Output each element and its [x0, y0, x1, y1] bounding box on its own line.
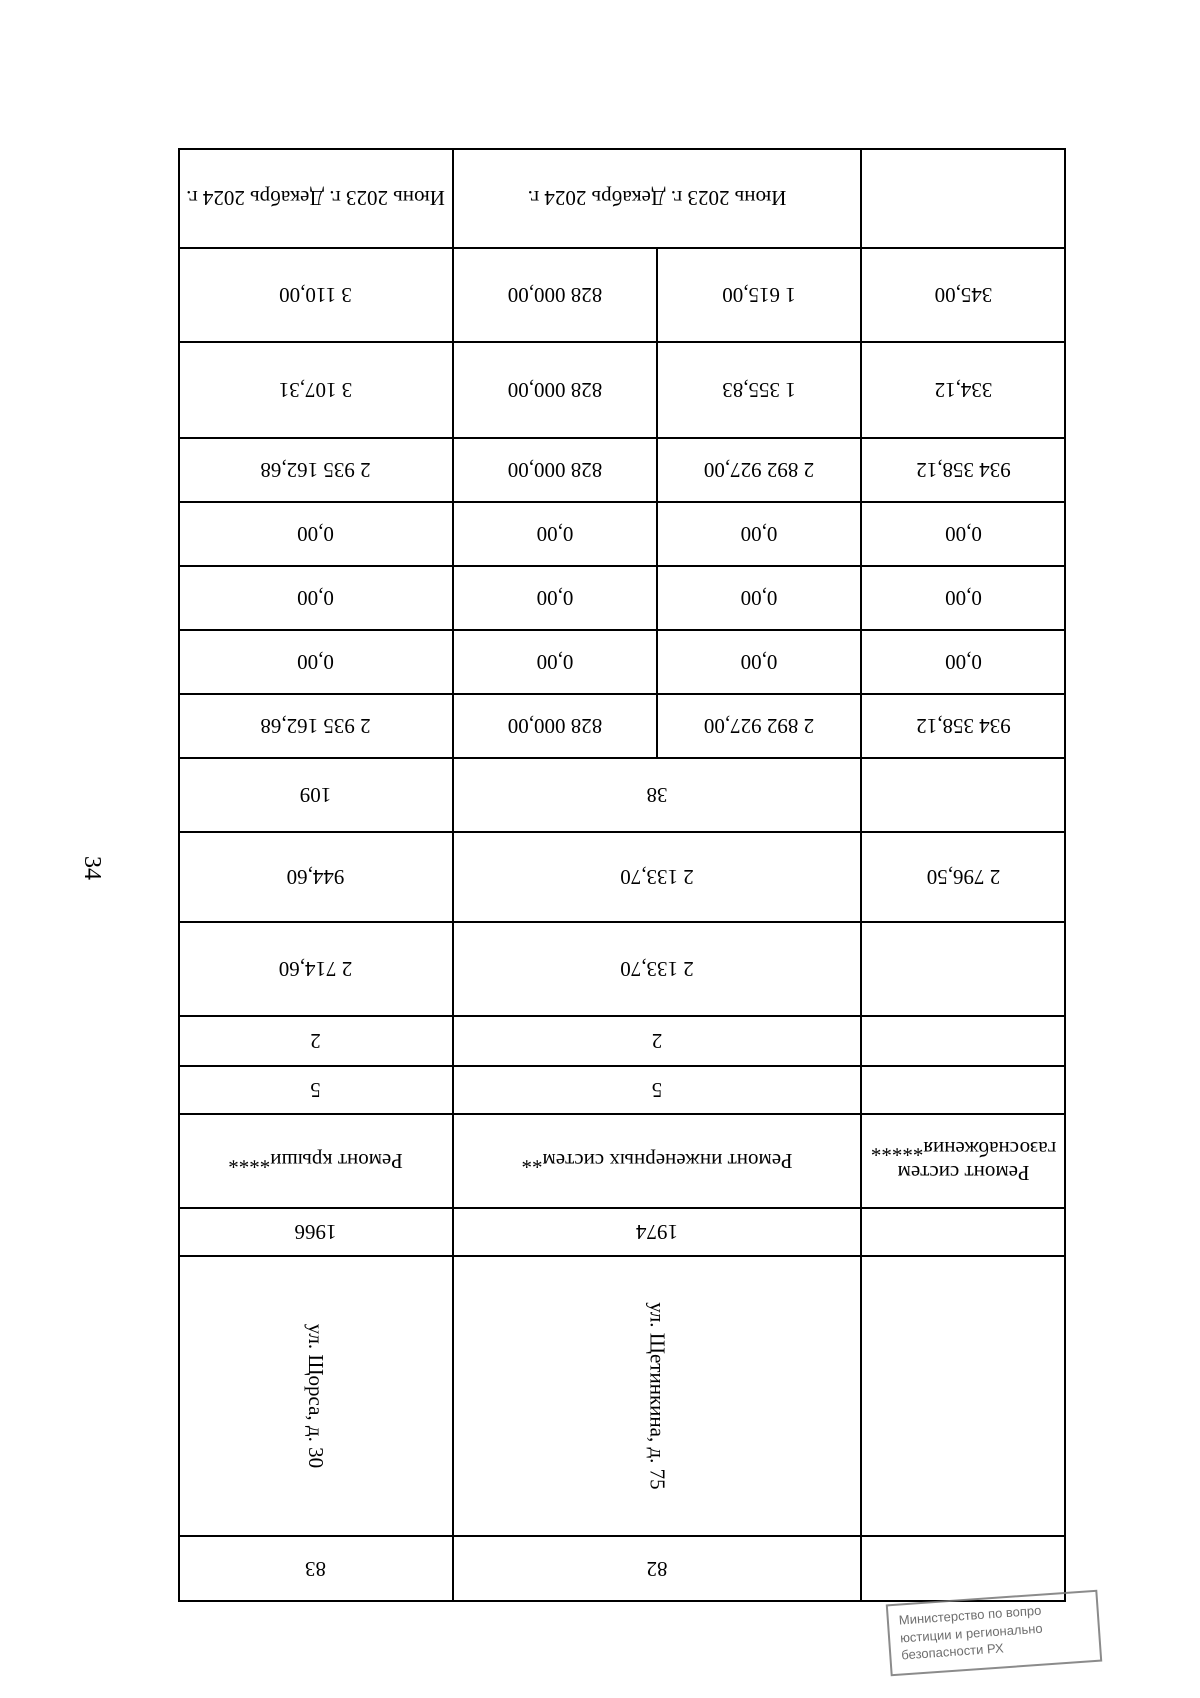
cell-num-82-empty	[861, 1536, 1066, 1602]
cell-limit-1: 828 000,00	[453, 694, 657, 758]
cell-own-82: 2 892 927,00	[657, 438, 861, 502]
cell-max-83: 3 110,00	[178, 248, 453, 342]
cell-work-83: Ремонт крыши****	[178, 1114, 453, 1208]
cell-period-empty	[861, 148, 1066, 248]
cell-fb-82b: 0,00	[861, 566, 1066, 630]
cell-fb-mid: 0,00	[453, 566, 657, 630]
registry-table	[178, 148, 1066, 1602]
cell-year-83: 1966	[178, 1208, 453, 1256]
cell-fa-83: 0,00	[178, 630, 453, 694]
cell-res-82: 38	[453, 758, 861, 832]
cell-own-83: 2 935 162,68	[178, 438, 453, 502]
cell-res-empty	[861, 758, 1066, 832]
cell-work-82b: Ремонт систем газоснабжения*****	[861, 1114, 1066, 1208]
cell-area-82: 2 133,70	[453, 922, 861, 1016]
cell-work-82a: Ремонт инженерных систем**	[453, 1114, 861, 1208]
cell-num-83: 83	[178, 1536, 453, 1602]
cell-address-empty	[861, 1256, 1066, 1536]
cell-living-82: 2 133,70	[453, 832, 861, 922]
cell-area-83: 2 714,60	[178, 922, 453, 1016]
cell-entr-empty	[861, 1016, 1066, 1066]
cell-fc-82b: 0,00	[861, 502, 1066, 566]
cell-period-82: Июнь 2023 г. Декабрь 2024 г.	[453, 148, 861, 248]
cell-res-83: 109	[178, 758, 453, 832]
cell-fa-mid: 0,00	[453, 630, 657, 694]
page-number: 34	[79, 856, 106, 880]
cell-fc-mid: 0,00	[453, 502, 657, 566]
cell-address-83: ул. Щорса, д. 30	[178, 1256, 453, 1536]
cell-limit-2: 828 000,00	[453, 438, 657, 502]
cell-cost-83: 2 935 162,68	[178, 694, 453, 758]
cell-period-83: Июнь 2023 г. Декабрь 2024 г.	[178, 148, 453, 248]
cell-fb-82: 0,00	[657, 566, 861, 630]
cell-entr-82: 2	[453, 1016, 861, 1066]
cell-year-82: 1974	[453, 1208, 861, 1256]
cell-fc-82: 0,00	[657, 502, 861, 566]
cell-area-empty	[861, 922, 1066, 1016]
cell-fa-82: 0,00	[657, 630, 861, 694]
cell-max-82: 1 615,00	[657, 248, 861, 342]
cell-floors-83: 5	[178, 1066, 453, 1114]
cell-fc-83: 0,00	[178, 502, 453, 566]
cell-fb-83: 0,00	[178, 566, 453, 630]
cell-unit-82: 1 355,83	[657, 342, 861, 438]
cell-limit-4: 828 000,00	[453, 248, 657, 342]
cell-year-empty	[861, 1208, 1066, 1256]
cell-entr-83: 2	[178, 1016, 453, 1066]
cell-floors-82: 5	[453, 1066, 861, 1114]
cell-living-83: 944,60	[178, 832, 453, 922]
cell-cost-82b: 934 358,12	[861, 694, 1066, 758]
cell-cost-82: 2 892 927,00	[657, 694, 861, 758]
cell-floors-empty	[861, 1066, 1066, 1114]
cell-limit-3: 828 000,00	[453, 342, 657, 438]
cell-num-82: 82	[453, 1536, 861, 1602]
cell-own-82b: 934 358,12	[861, 438, 1066, 502]
cell-unit-82b: 334,12	[861, 342, 1066, 438]
cell-unit-83: 3 107,31	[178, 342, 453, 438]
ministry-stamp: Министерство по вопро юстиции и регионально безопасности РХ	[886, 1590, 1103, 1677]
cell-living-82b: 2 796,50	[861, 832, 1066, 922]
cell-address-82: ул. Щетинкина, д. 75	[453, 1256, 861, 1536]
cell-max-82b: 345,00	[861, 248, 1066, 342]
cell-fa-82b: 0,00	[861, 630, 1066, 694]
